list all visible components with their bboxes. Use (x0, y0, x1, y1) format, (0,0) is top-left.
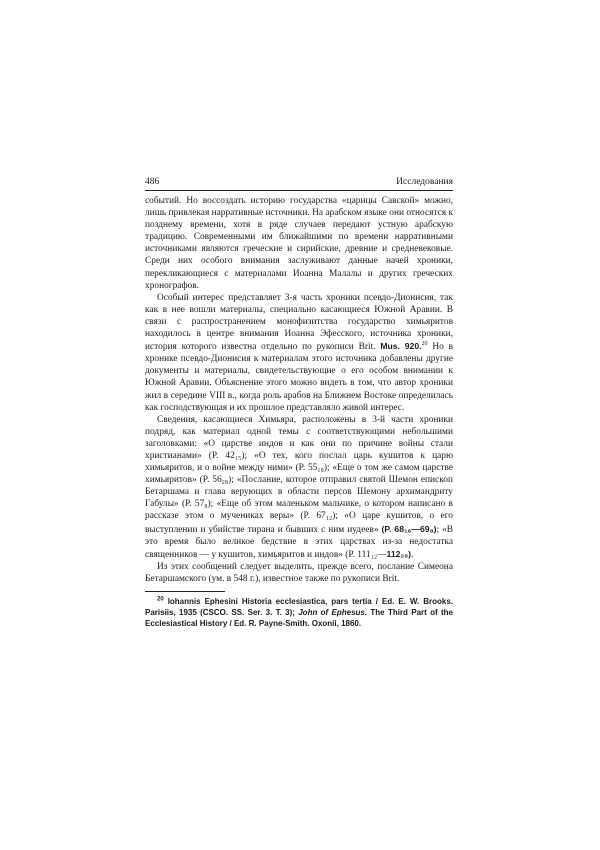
body-text (145, 195, 453, 585)
page (145, 176, 453, 629)
footnote-marker[interactable]: 20 (421, 341, 428, 347)
page-number: 486 (145, 177, 160, 187)
paragraph-1 (145, 195, 453, 292)
page-reference-2: 112₂₀) (386, 548, 411, 559)
paragraph-2 (145, 292, 453, 414)
footnote-rule (145, 591, 225, 592)
section-title: Исследования (396, 177, 453, 187)
footnote-number: 20 (157, 596, 164, 603)
paragraph-2-text-a: Особый интерес представляет 3-я часть хроники псевдо-Дионисия, так как в нее вошли материалы, специально касающиеся Южной Аравии. В связи с распространением монофизитства государство химьяритов находилось в центре внимания Иоанна Эфесского, источника хроники, история которого известна отдельно по рукописи Brit. (145, 292, 453, 353)
page-reference-1: (P. 68₁₆—69₈) (381, 523, 437, 534)
footnote-20 (145, 596, 453, 629)
paragraph-3-text-b: ; «В это время было великое бедствие в этих царствах из-за недостатка священников — у кушитов, химьяритов и индов» (P. 111₁₂— (145, 524, 454, 560)
paragraph-4-text: Из этих сообщений следует выделить, прежде всего, послание Симеона Бетаршамского (ум. в 548 г.), известное также по рукописи Brit. (145, 561, 453, 584)
footnote-text-a: Iohannis Ephesini Historia ecclesiastica, pars tertia / Ed. E. W. Brooks. Parisiis, 1935 (CSCO. SS. Ser. 3. T. 3); (145, 597, 453, 617)
paragraph-1-text: событий. Но воссоздать историю государства «царицы Савской» можно, лишь привлекая нарративные источники. На арабском языке они относятся к позднему времени, хотя в ряде случаев передают устную арабскую традицию. Современными им ближайшими по времени нарративными источниками являются греческие и сирийские, древние и средневековые. Среди них особого внимания заслуживают данные начей хроники, перекликающиеся с материалами Иоанна Малалы и других греческих хронографов. (145, 196, 454, 291)
running-head (145, 176, 453, 188)
paragraph-3-text-a: Сведения, касающиеся Химьяра, расположены в 3-й части хроники подряд, как материал одной темы с соответствующими небольшими заголовками: «О царстве индов и как они по причине войны стали христианами» (P. 42₁₅); «О тех, кого послал царь кушитов к царю химьяритов, и о войне между ними» (P. 55₁₈); «Еще о том же самом царстве химьяритов» (P. 56₂₈); «Послание, которое отправил святой Шемон епископ Бетаршама и глава верующих в области персов Шемону архимандриту Габулы» (P. 57₈); «Еще об этом маленьком мальчике, о котором написано в рассказе этом о мучениках веры» (P. 67₁₂); «О царе кушитов, о его выступлении и убийстве тирана и бывших с ним иудеев» (145, 414, 453, 535)
footnote-text-b: The Third Part of the Ecclesiastical History / Ed. R. Payne-Smith. Oxonii, 1860. (145, 608, 453, 628)
paragraph-3 (145, 414, 453, 561)
footnote-italic-author: John of Ephesus. (298, 608, 368, 617)
paragraph-4 (145, 561, 453, 585)
paragraph-3-text-c: . (410, 549, 414, 560)
paragraph-2-text-b: Но в хронике псевдо-Дионисия к материалам этого источника добавлены другие документы и материалы, свидетельствующие о его особом внимании к Южной Аравии. Объяснение этого можно видеть в том, что автор хроники жил в середине VIII в., когда роль арабов на Ближнем Востоке определилась как господствующая и их прошлое представляло живой интерес. (145, 342, 454, 413)
manuscript-reference: Mus. 920. (380, 341, 422, 352)
header-rule (145, 190, 453, 191)
